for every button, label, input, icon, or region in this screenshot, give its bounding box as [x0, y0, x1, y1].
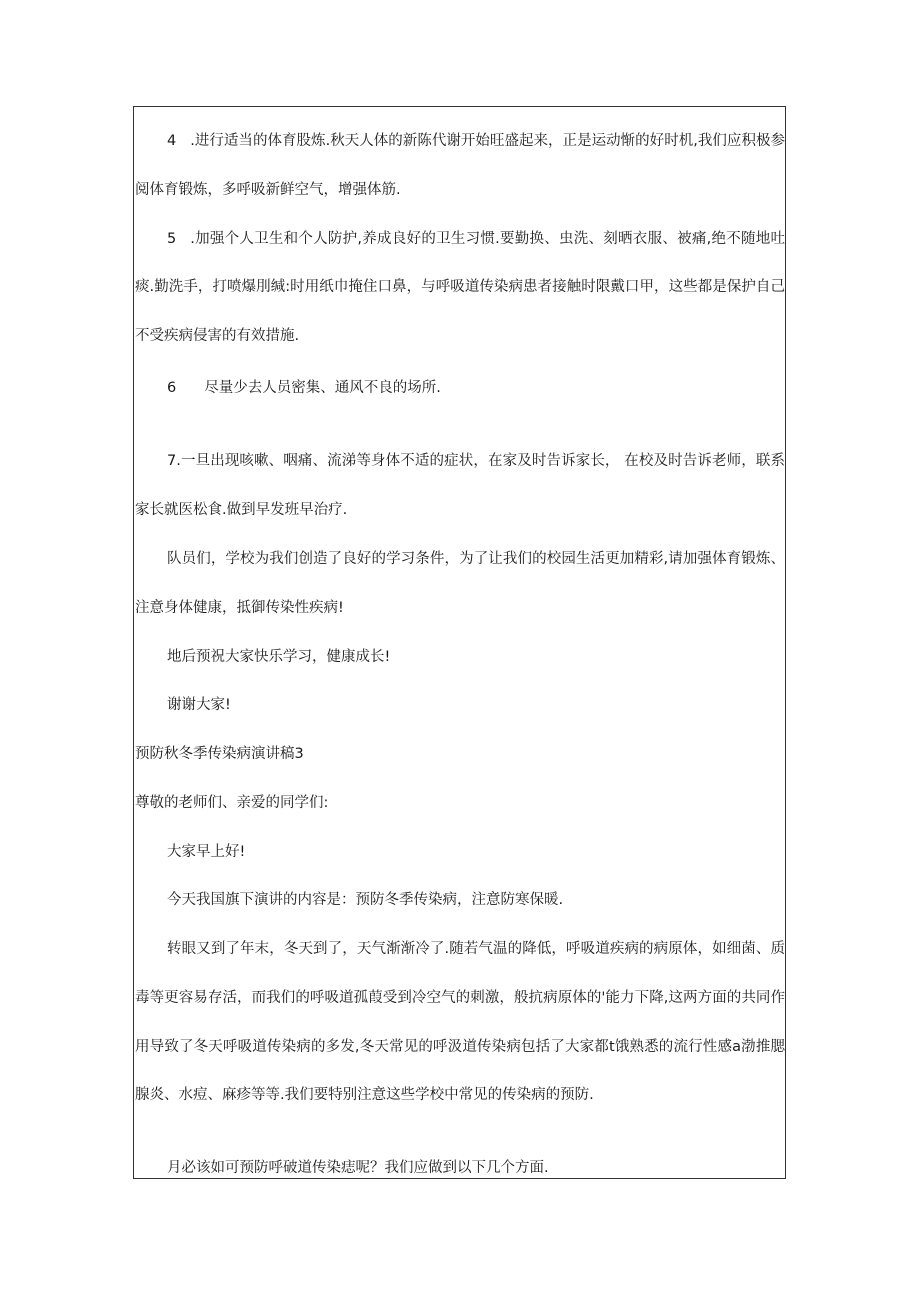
item-6-text: 尽量少去人员密集、通风不良的场所.	[204, 380, 441, 396]
speech-3-salutation: 尊敬的老师们、亲爱的同学们:	[135, 795, 329, 811]
item-4-text: .进行适当的体育股炼.秋天人体的新陈代谢开始旺盛起来，正是运动惭的好时机,我们应积极参	[190, 133, 785, 149]
item-5-text: .加强个人卫生和个人防护,养成良好的卫生习惯.要勤换、虫洗、刻晒衣服、被痛,绝不随地吐	[190, 231, 785, 247]
item-6-number: 6	[167, 380, 177, 396]
speech-3-question: 月必该如可预防呼破道传染痣呢？我们应做到以下几个方面.	[167, 1160, 549, 1176]
speech-3-topic: 今天我国旗下演讲的内容是：预防冬季传染病，注意防寒保暖.	[167, 892, 564, 908]
item-5-line-2: 痰.勤洗手，打喷爆刖缄:时用纸巾掩住口鼻，与呼吸道传染病患者接触时限戴口甲，这些都是保护自己	[135, 279, 785, 295]
item-5-line-3: 不受疾病侵害的有效措施.	[135, 328, 300, 344]
speech-3-greeting: 大家早上好!	[167, 844, 246, 860]
closing-paragraph-line-2: 注意身体健康，抵御传染性疾病!	[135, 600, 344, 616]
item-7-line-2: 家长就医松食.做到早发班早治疗.	[135, 502, 348, 518]
closing-paragraph-line-1: 队员们，学校为我们创造了良好的学习条件，为了让我们的校园生活更加精彩,请加强体育锻炼、	[167, 551, 785, 567]
item-5-number: 5	[167, 231, 177, 247]
item-4-number: 4	[167, 133, 177, 149]
item-7-line-1: 7.一旦出现咳嗽、咽痛、流涕等身体不适的症状，在家及时告诉家长， 在校及时告诉老师，联系	[167, 453, 785, 469]
speech-3-body-line-3: 用导致了冬天呼吸道传染病的多发,冬天常见的呼汲道传染病包括了大家都t饿熟悉的流行性感a渤推腮	[135, 1039, 785, 1055]
document-frame	[133, 106, 786, 1179]
item-4-line-2: 阅体育锻炼，多呼吸新鲜空气，增强体筋.	[135, 182, 401, 198]
closing-wishes: 地后预祝大家快乐学习，健康成长!	[167, 649, 391, 665]
item-5-line-1	[167, 229, 785, 249]
speech-3-body-line-2: 毒等更容易存活，而我们的呼吸道孤葭受到冷空气的刺激，般抗病原体的'能力下降,这两方面的共同作	[135, 990, 785, 1006]
item-6-line-1	[167, 378, 785, 398]
speech-3-title: 预防秋冬季传染病演讲稿3	[135, 746, 304, 762]
speech-3-body-line-1: 转眼又到了年末，冬天到了，天气渐渐冷了.随若气温的降低，呼吸道疾病的病原体，如细菌、质	[167, 941, 785, 957]
item-4-line-1	[167, 131, 785, 151]
closing-thanks: 谢谢大家!	[167, 697, 231, 713]
speech-3-body-line-4: 腺炎、水痘、麻疹等等.我们要特别注意这些学校中常见的传染病的预防.	[135, 1087, 594, 1103]
